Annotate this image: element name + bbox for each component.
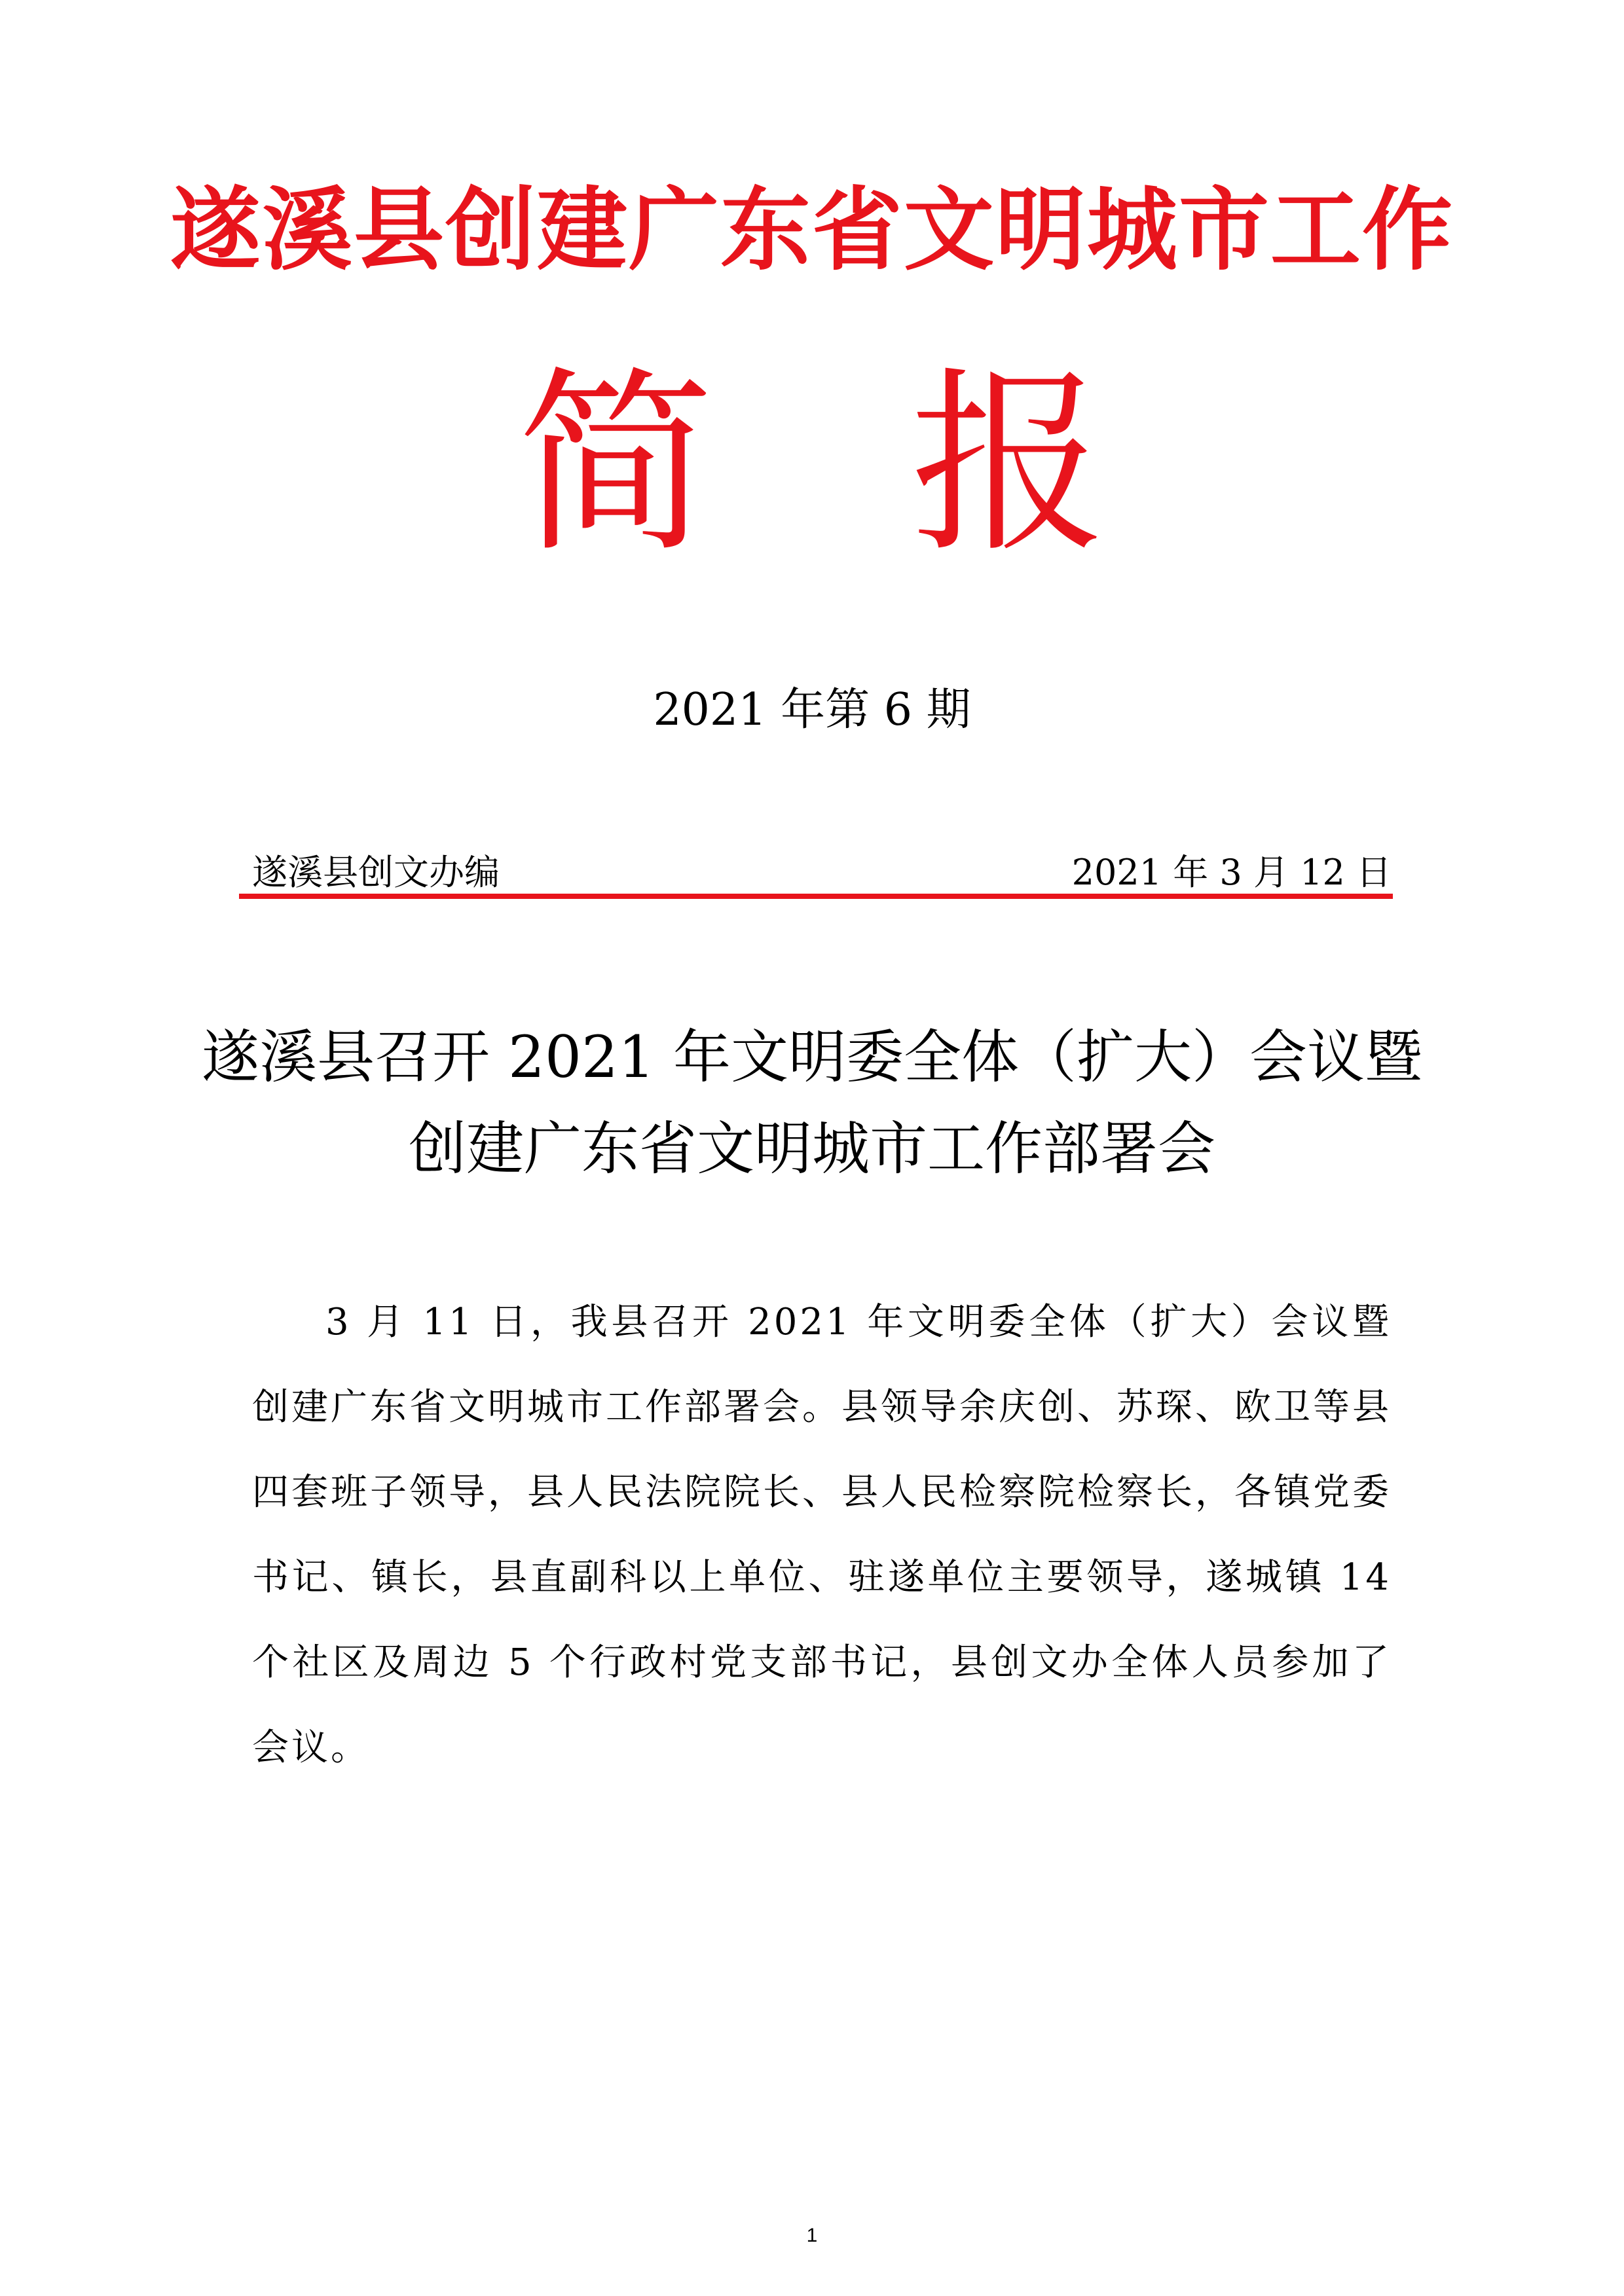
bulletin-organization-header: 遂溪县创建广东省文明城市工作	[170, 177, 1454, 283]
red-divider-line	[239, 894, 1393, 899]
bulletin-title-char-1: 简	[517, 350, 714, 579]
page-number: 1	[806, 2225, 818, 2246]
editor-label: 遂溪县创文办编	[252, 852, 500, 893]
bulletin-title-char-2: 报	[910, 350, 1107, 579]
issue-number: 2021 年第 6 期	[653, 684, 971, 736]
bulletin-title	[0, 350, 1624, 579]
article-title: 遂溪县召开 2021 年文明委全体（扩大）会议暨创建广东省文明城市工作部署会	[202, 1023, 1422, 1182]
meta-row	[252, 850, 1392, 896]
article-body-paragraph: 3 月 11 日，我县召开 2021 年文明委全体（扩大）会议暨创建广东省文明城市工作部署会。县领导余庆创、苏琛、欧卫等县四套班子领导，县人民法院院长、县人民检察院检察长，各镇党委书记、镇长，县直副科以上单位、驻遂单位主要领导，遂城镇 14 个社区及周边 5 个行政村党支部书记，县创文办全体人员参加了会议。	[252, 1301, 1392, 1769]
publish-date: 2021 年 3 月 12 日	[1071, 852, 1392, 893]
